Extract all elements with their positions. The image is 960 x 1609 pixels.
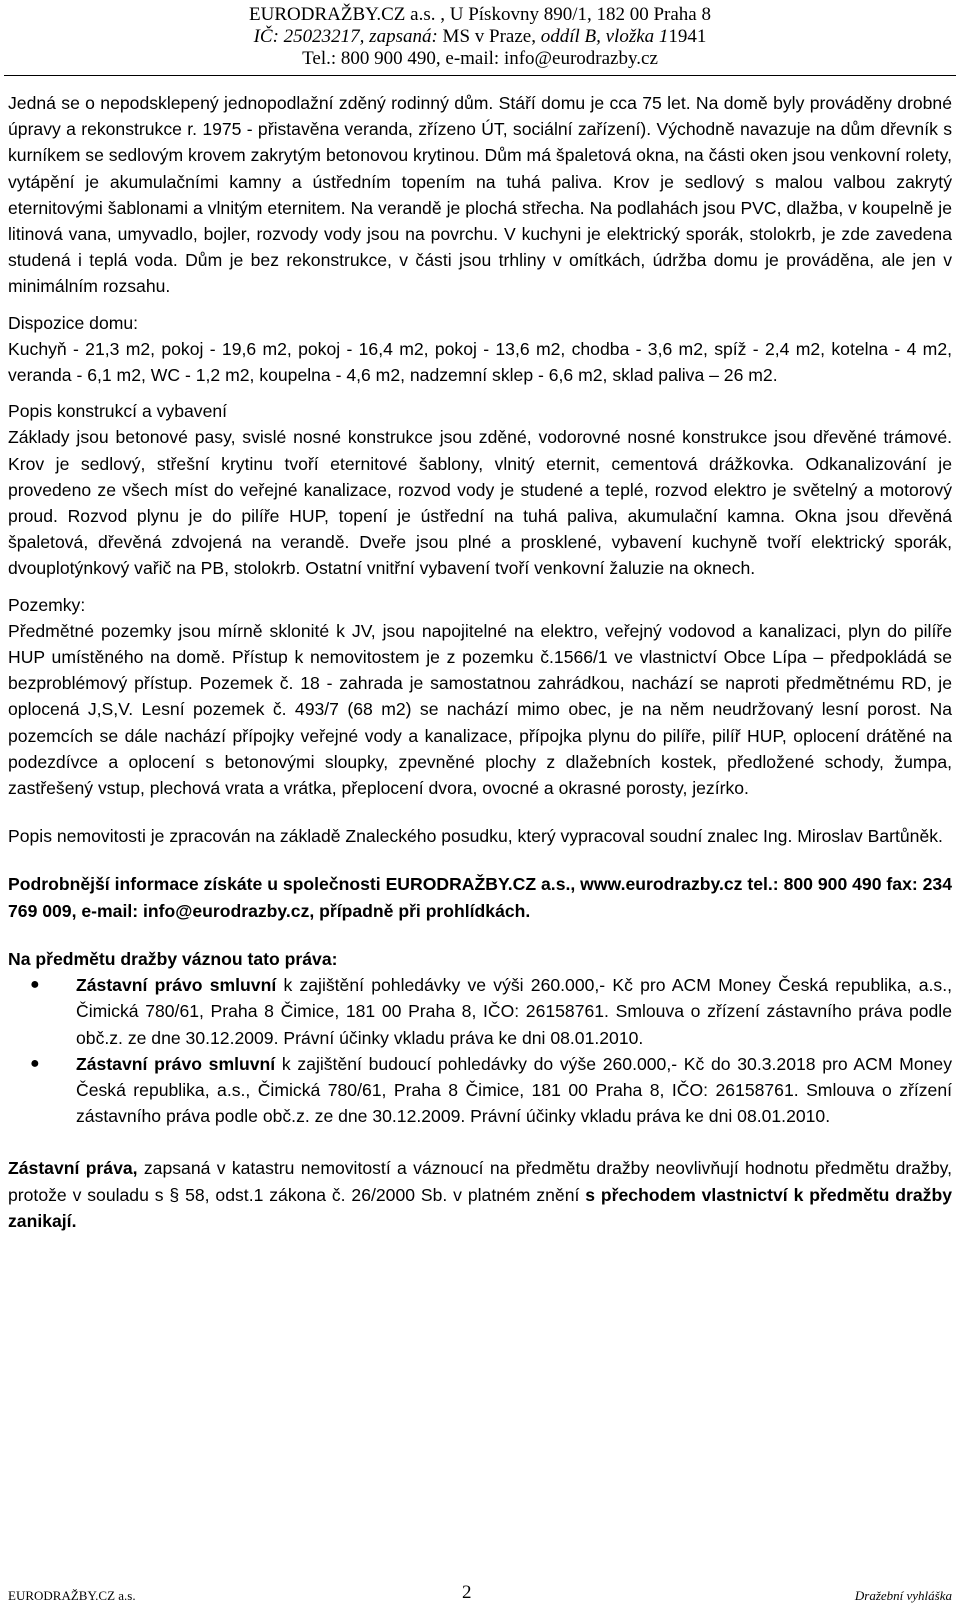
letterhead xyxy=(0,4,960,70)
letterhead-reg-court: MS v Praze, xyxy=(442,26,536,47)
dispozice-text: Kuchyň - 21,3 m2, pokoj - 19,6 m2, pokoj - 16,4 m2, pokoj - 13,6 m2, chodba - 3,6 m2, spíž - 2,4 m2, kotelna - 4 m2, veranda - 6,1 m2, WC - 1,2 m2, koupelna - 4,6 m2, nadzemní sklep - 6,6 m2, sklad paliva – 26 m2. xyxy=(8,338,952,386)
footer-document-title: Dražební vyhláška xyxy=(854,1588,952,1603)
letterhead-registration-line xyxy=(0,26,960,48)
contact-info: Podrobnější informace získáte u společnosti EURODRAŽBY.CZ a.s., www.eurodrazby.cz tel.: 800 900 490 fax: 234 769 009, e-mail: info@eurodrazby.cz, případně při prohlídkách. xyxy=(8,874,952,921)
pledge-rights-text: zapsaná v katastru nemovitostí a váznoucí na předmětu dražby neovlivňují hodnotu předmětu dražby, protože v souladu s § 58, odst.1 zákona č. 26/2000 Sb. v platném znění xyxy=(8,1158,952,1205)
bullet-icon: ● xyxy=(30,1054,40,1072)
letterhead-contact-line: Tel.: 800 900 490, e-mail: info@eurodrazby.cz xyxy=(302,48,658,69)
right-1-text: k zajištění pohledávky ve výši 260.000,- Kč pro ACM Money Česká republika, a.s., Čimická 780/61, Praha 8 Čimice, 181 00 Praha 8, IČO: 26158761. Smlouva o zřízení zástavního práva podle obč.z. ze dne 30.12.2009. Právní účinky vkladu práva ke dni 08.01.2010. xyxy=(76,975,952,1048)
rights-heading: Na předmětu dražby váznou tato práva: xyxy=(8,948,338,969)
right-2-title: Zástavní právo smluvní xyxy=(76,1053,276,1074)
right-2-text: k zajištění budoucí pohledávky do výše 260.000,- Kč do 30.3.2018 pro ACM Money Česká republika, a.s., Čimická 780/61, Praha 8 Čimice, 181 00 Praha 8, IČO: 26158761. Smlouva o zřízení zástavního práva podle obč.z. ze dne 30.12.2009. Právní účinky vkladu práva ke dni 08.01.2010. xyxy=(76,1053,952,1127)
footer-company: EURODRAŽBY.CZ a.s. xyxy=(8,1588,136,1603)
list-item xyxy=(8,1051,952,1130)
pledge-rights-note xyxy=(8,1155,952,1234)
letterhead-reg-number: 1941 xyxy=(668,26,707,47)
letterhead-reg-part1: IČ: 25023217, zapsaná: xyxy=(253,26,443,47)
house-description: Jedná se o nepodsklepený jednopodlažní zděný rodinný dům. Stáří domu je cca 75 let. Na domě byly prováděny drobné úpravy a rekonstrukce r. 1975 - přistavěna veranda, zřízeno ÚT, sociální zařízení). Východně navazuje na dům dřevník s kurníkem se sedlovým krovem zakrytým betonovou krytinou. Dům má špaletová okna, na části oken jsou venkovní rolety, vytápění je akumulačními kamny a ústředním topením na tuhá paliva. Krov je sedlový s malou valbou zakrytý eternitovými šablonami a vlnitým eternitem. Na verandě je plochá střecha. Na podlahách jsou PVC, dlažba, v koupelně je litinová vana, umyvadlo, bojler, rozvody vody jsou na povrchu. V kuchyni je elektrický sporák, stolokrb, je zde zavedena studená i teplá voda. Dům je bez rekonstrukce, v části jsou trhliny v omítkách, údržba domu je prováděna, ale jen v minimálním rozsahu. xyxy=(8,93,952,297)
header-divider xyxy=(4,75,956,76)
list-item xyxy=(8,972,952,1051)
popis-text: Základy jsou betonové pasy, svislé nosné konstrukce jsou zděné, vodorovné nosné konstrukce jsou dřevěné trámové. Krov je sedlový, střešní krytinu tvoří eternitové šablony, vlnitý eternit, cementová drážkovka. Odkanalizování je provedeno ze všech míst do veřejné kanalizace, rozvod vody je studené a teplé, rozvod elektro je světelný a motorový proud. Rozvod plynu je do pilíře HUP, topení je ústřední na tuhá paliva, akumulační kamna. Okna jsou dřevěná špaletová, dřevěná zdvojená na verandě. Dveře jsou plné a prosklené, vybavení kuchyně tvoří elektrický sporák, dvouplotýnkový vařič na PB, stolokrb. Ostatní vnitřní vybavení tvoří venkovní žaluzie na oknech. xyxy=(8,427,952,579)
pledge-rights-conclusion: s přechodem vlastnictví k předmětu dražby zanikají. xyxy=(8,1184,952,1231)
appraisal-note: Popis nemovitosti je zpracován na základě Znaleckého posudku, který vypracoval soudní znalec Ing. Miroslav Bartůněk. xyxy=(8,826,943,847)
rights-list xyxy=(8,972,952,1129)
pozemky-text: Předmětné pozemky jsou mírně sklonité k JV, jsou napojitelné na elektro, veřejný vodovod a kanalizaci, plyn do pilíře HUP umístěného na domě. Přístup k nemovitostem je z pozemku č.1566/1 ve vlastnictví Obce Lípa – předpokládá se bezproblémový přístup. Pozemek č. 18 - zahrada je samostatnou zahrádkou, nachází se naproti předmětnému RD, je oplocená J,S,V. Lesní pozemek č. 493/7 (68 m2) se nachází mimo obec, je na něm neudržovaný lesní porost. Na pozemcích se dále nachází přípojky veřejné vody a kanalizace, přípojka plynu do pilíře, pilíř HUP, oplocení drátěné na podezdívce a oplocení s betonovými sloupky, zpevněné plochy z dlažebních kostek, předložené schody, žumpa, zastřešený vstup, plechová vrata a vrátka, přeplocení dvora, ovocné a okrasné porosty, jezírko. xyxy=(8,620,952,799)
bullet-icon: ● xyxy=(30,976,40,994)
popis-heading: Popis konstrukcí a vybavení xyxy=(8,401,228,422)
pledge-rights-title: Zástavní práva, xyxy=(8,1158,138,1179)
page-number: 2 xyxy=(462,1582,472,1603)
pozemky-heading: Pozemky: xyxy=(8,594,86,615)
dispozice-heading: Dispozice domu: xyxy=(8,312,139,333)
document-body xyxy=(8,90,952,1234)
right-1-title: Zástavní právo smluvní xyxy=(76,975,277,996)
letterhead-reg-part2: oddíl B, vložka 1 xyxy=(535,26,669,47)
letterhead-company-line: EURODRAŽBY.CZ a.s. , U Pískovny 890/1, 182 00 Praha 8 xyxy=(249,4,711,25)
